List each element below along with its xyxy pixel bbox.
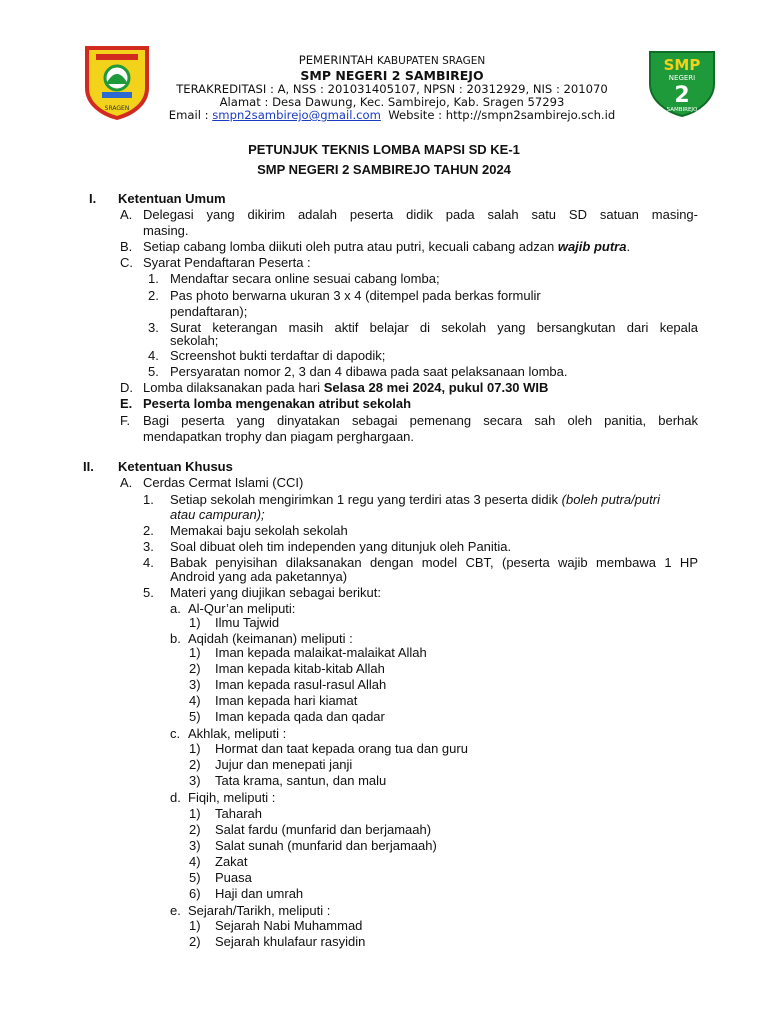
materi-b-item2: Iman kepada kitab-kitab Allah [215, 661, 385, 676]
s1-d-text [143, 380, 548, 396]
materi-d-num6: 6) [189, 886, 201, 901]
materi-b-num3: 3) [189, 677, 201, 692]
s1-f-line1: Bagi peserta yang dinyatakan sebagai pemenang secara sah oleh panitia, berhak [143, 413, 698, 428]
regency-logo-text: SRAGEN [104, 105, 130, 112]
section2-heading: Ketentuan Khusus [118, 459, 233, 474]
materi-c-item3: Tata krama, santun, dan malu [215, 773, 387, 788]
materi-d-label: d. [170, 790, 181, 805]
school-logo-smp: SMP [663, 56, 701, 74]
s2-a-text: Cerdas Cermat Islami (CCI) [143, 475, 304, 490]
school-logo [646, 46, 718, 118]
materi-c-num1: 1) [189, 741, 201, 756]
materi-b-label: b. [170, 631, 181, 646]
materi-e-text: Sejarah/Tarikh, meliputi : [188, 903, 331, 918]
s2-rule1-num: 1. [143, 492, 154, 507]
materi-b-item3: Iman kepada rasul-rasul Allah [215, 677, 387, 692]
s1-b-label: B. [120, 239, 133, 254]
materi-b-num4: 4) [189, 693, 201, 708]
kop-address: Alamat : Desa Dawung, Kec. Sambirejo, Kab. Sragen 57293 [219, 95, 565, 109]
s1-c-item5-num: 5. [148, 364, 159, 379]
materi-a-item1: Ilmu Tajwid [215, 615, 280, 630]
s2-a-label: A. [120, 475, 133, 490]
materi-b-num5: 5) [189, 709, 201, 724]
s1-c-item2-line2: pendaftaran); [170, 304, 248, 319]
s1-b-end: . [626, 239, 631, 254]
s2-rule1-italic: (boleh putra/putri [561, 492, 660, 507]
doc-title-line2: SMP NEGERI 2 SAMBIREJO TAHUN 2024 [257, 162, 511, 177]
materi-b-item1: Iman kepada malaikat-malaikat Allah [215, 645, 427, 660]
materi-b-text: Aqidah (keimanan) meliputi : [188, 631, 353, 646]
kop-contacts [140, 108, 644, 124]
s1-a-line1: Delegasi yang dikirim adalah peserta didik pada salah satu SD satuan masing- [143, 207, 698, 222]
section1-heading: Ketentuan Umum [118, 191, 226, 206]
kop-line1-small: KABUPATEN SRAGEN [377, 55, 486, 67]
materi-d-num1: 1) [189, 806, 201, 821]
materi-b-num1: 1) [189, 645, 201, 660]
s1-c-item4-text: Screenshot bukti terdaftar di dapodik; [170, 348, 386, 363]
materi-c-num2: 2) [189, 757, 201, 772]
s2-rule1-line1 [170, 492, 660, 508]
s1-c-item2-num: 2. [148, 288, 159, 303]
materi-d-item5: Puasa [215, 870, 252, 885]
s1-d-main: Lomba dilaksanakan pada hari [143, 380, 324, 395]
s1-e-label: E. [120, 396, 133, 411]
materi-a-label: a. [170, 601, 181, 616]
school-logo-name: SAMBIREJO [666, 107, 698, 113]
materi-c-item1: Hormat dan taat kepada orang tua dan guru [215, 741, 468, 756]
s1-d-label: D. [120, 380, 133, 395]
s2-rule5-text: Materi yang diujikan sebagai berikut: [170, 585, 382, 600]
materi-d-item3: Salat sunah (munfarid dan berjamaah) [215, 838, 437, 853]
school-logo-negeri: NEGERI [668, 74, 696, 82]
s2-rule4-line1: Babak penyisihan dilaksanakan dengan model CBT, (peserta wajib membawa 1 HP [170, 555, 698, 570]
s1-c-item2-line1: Pas photo berwarna ukuran 3 x 4 (ditempel pada berkas formulir [170, 288, 541, 303]
materi-d-item2: Salat fardu (munfarid dan berjamaah) [215, 822, 432, 837]
materi-e-num1: 1) [189, 918, 201, 933]
s1-c-label: C. [120, 255, 133, 270]
materi-c-label: c. [170, 726, 181, 741]
s2-rule4-line2: Android yang ada paketannya) [170, 569, 348, 584]
email-link[interactable]: smpn2sambirejo@gmail.com [212, 108, 381, 122]
materi-e-label: e. [170, 903, 181, 918]
materi-d-num4: 4) [189, 854, 201, 869]
s2-rule2-num: 2. [143, 523, 154, 538]
s1-f-line2: mendapatkan trophy dan piagam perghargaan. [143, 429, 415, 444]
s1-c-item1-num: 1. [148, 271, 159, 286]
materi-c-num3: 3) [189, 773, 201, 788]
materi-e-item1: Sejarah Nabi Muhammad [215, 918, 363, 933]
materi-a-text: Al-Qur’an meliputi: [188, 601, 296, 616]
s1-c-item3-line2: sekolah; [170, 333, 219, 348]
s1-c-item4-num: 4. [148, 348, 159, 363]
materi-d-num3: 3) [189, 838, 201, 853]
school-logo-number: 2 [674, 83, 690, 108]
s1-c-item5-text: Persyaratan nomor 2, 3 dan 4 dibawa pada saat pelaksanaan lomba. [170, 364, 568, 379]
materi-b-item4: Iman kepada hari kiamat [215, 693, 358, 708]
s2-rule1-main: Setiap sekolah mengirimkan 1 regu yang terdiri atas 3 peserta didik [170, 492, 562, 507]
section1-number: I. [89, 191, 97, 206]
website-label: Website : [388, 108, 443, 122]
kop-school-name: SMP NEGERI 2 SAMBIREJO [300, 68, 484, 83]
s1-f-label: F. [120, 413, 131, 428]
email-label: Email : [168, 108, 209, 122]
s1-e-text: Peserta lomba mengenakan atribut sekolah [143, 396, 412, 411]
materi-a-num1: 1) [189, 615, 201, 630]
s2-rule5-num: 5. [143, 585, 154, 600]
materi-b-num2: 2) [189, 661, 201, 676]
s2-rule4-num: 4. [143, 555, 154, 570]
s1-a-line2: masing. [143, 223, 189, 238]
s1-b-main: Setiap cabang lomba diikuti oleh putra atau putri, kecuali cabang adzan [143, 239, 558, 254]
s1-c-item3-num: 3. [148, 320, 159, 335]
s1-d-bold: Selasa 28 mei 2024, pukul 07.30 WIB [323, 380, 549, 395]
website-text: http://smpn2sambirejo.sch.id [445, 108, 616, 122]
kop-accreditation: TERAKREDITASI : A, NSS : 201031405107, NPSN : 20312929, NIS : 201070 [176, 82, 608, 96]
s2-rule3-num: 3. [143, 539, 154, 554]
section2-number: II. [83, 459, 94, 474]
materi-c-item2: Jujur dan menepati janji [215, 757, 353, 772]
s1-b-emph: wajib putra [557, 239, 627, 254]
s2-rule1-line2: atau campuran); [170, 507, 265, 522]
s1-c-item3-line1: Surat keterangan masih aktif belajar di sekolah yang bersangkutan dari kepala [170, 320, 698, 335]
materi-d-num2: 2) [189, 822, 201, 837]
s2-rule3-text: Soal dibuat oleh tim independen yang ditunjuk oleh Panitia. [170, 539, 512, 554]
s1-a-label: A. [120, 207, 133, 222]
s2-rule2-text: Memakai baju sekolah sekolah [170, 523, 348, 538]
materi-d-text: Fiqih, meliputi : [188, 790, 276, 805]
materi-d-item4: Zakat [215, 854, 248, 869]
doc-title-line1: PETUNJUK TEKNIS LOMBA MAPSI SD KE-1 [248, 142, 520, 157]
s1-b-text [143, 239, 630, 255]
materi-c-text: Akhlak, meliputi : [188, 726, 287, 741]
materi-e-num2: 2) [189, 934, 201, 949]
materi-d-num5: 5) [189, 870, 201, 885]
materi-d-item1: Taharah [215, 806, 262, 821]
s1-c-text: Syarat Pendaftaran Peserta : [143, 255, 311, 270]
materi-d-item6: Haji dan umrah [215, 886, 304, 901]
s1-c-item1-text: Mendaftar secara online sesuai cabang lomba; [170, 271, 440, 286]
materi-e-item2: Sejarah khulafaur rasyidin [215, 934, 366, 949]
materi-b-item5: Iman kepada qada dan qadar [215, 709, 385, 724]
kop-line1: PEMERINTAH [298, 53, 374, 67]
